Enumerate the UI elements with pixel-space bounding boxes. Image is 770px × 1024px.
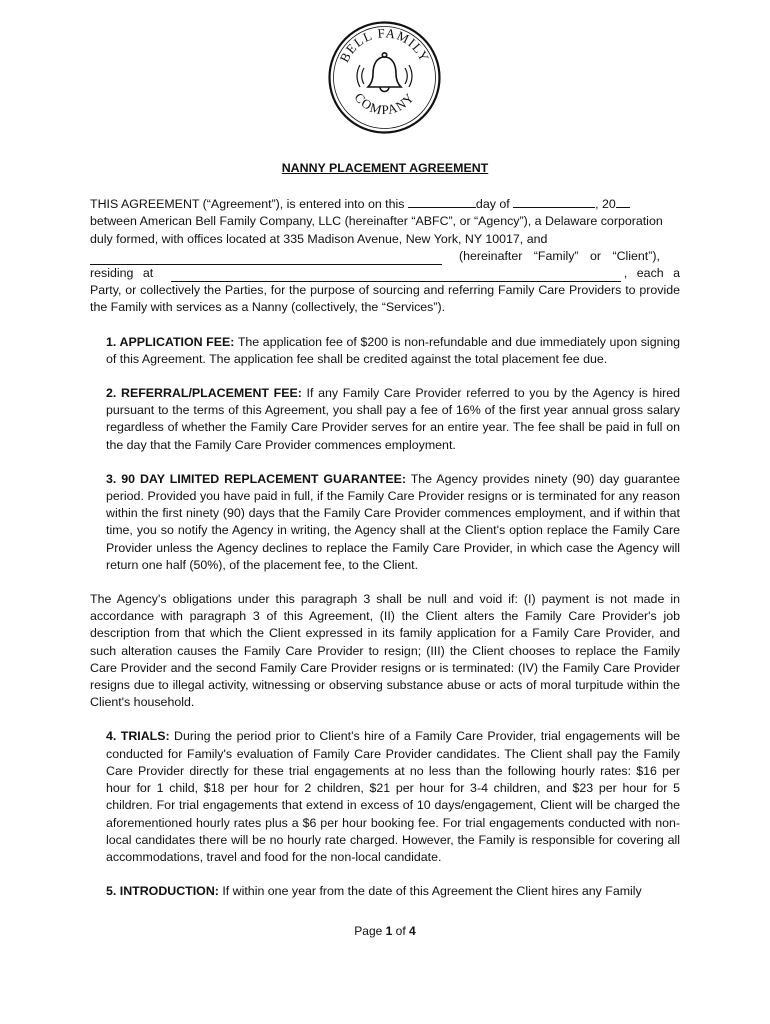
agreement-body xyxy=(90,160,680,917)
section-text: The Agency provides ninety (90) day guarantee period. Provided you have paid in full, if the Family Care Provider resigns or is terminated for any reason within the first ninety (90) days that the Family Care Provider commences employment, and if within that time, you so notify the Agency in writing, the Agency shall at the Client's option replace the Family Care Provider unless the Agency declines to replace the Family Care Provider, in which case the Agency will return one half (50%), of the placement fee, to the Client. xyxy=(106,471,680,572)
intro-text-8: , each a xyxy=(623,266,680,281)
section-text: If any Family Care Provider referred to you by the Agency is hired pursuant to the terms of this Agreement, you shall pay a fee of 16% of the first year annual gross salary regardless of whether the Family Care Provider serves for an entire year. The fee shall be paid in full on the day that the Family Care Provider commences employment. xyxy=(106,386,680,452)
page-word: Page xyxy=(354,924,383,938)
section-heading: 3. 90 DAY LIMITED REPLACEMENT GUARANTEE: xyxy=(106,471,407,486)
section-text: If within one year from the date of this Agreement the Client hires any Family xyxy=(218,884,642,899)
family-name-row xyxy=(90,248,680,265)
section-replacement-guarantee xyxy=(90,471,680,574)
intro-text-4: between American Bell Family Company, LLC (hereinafter “ABFC”, or “Agency”), a Delaware corporation xyxy=(90,214,663,229)
section-heading: 5. INTRODUCTION: xyxy=(106,884,219,899)
svg-text:COMPANY xyxy=(352,90,418,118)
intro-text-1: THIS AGREEMENT (“Agreement”), is entered into on this xyxy=(90,197,405,212)
intro-text-9: Party, or collectively the Parties, for the purpose of sourcing and referring Family Care Providers to provide the Family with services as a Nanny (collectively, the “Services”). xyxy=(90,283,680,315)
svg-text:BELL FAMILY xyxy=(336,25,432,64)
intro-text-3: , 20 xyxy=(595,197,616,212)
logo-bottom-text: COMPANY xyxy=(351,89,418,118)
section-introduction xyxy=(90,883,680,900)
intro-paragraph xyxy=(90,195,680,316)
section-heading: 4. TRIALS: xyxy=(106,729,170,744)
intro-text-7: residing at xyxy=(90,266,154,281)
section-text: The application fee of $200 is non-refundable and due immediately upon signing of this Agreement. The application fee shall be credited against the total placement fee due. xyxy=(106,334,681,366)
family-name-blank[interactable] xyxy=(90,251,442,265)
page-title: NANNY PLACEMENT AGREEMENT xyxy=(281,161,489,175)
bell-family-logo xyxy=(327,20,442,135)
section-heading: 2. REFERRAL/PLACEMENT FEE: xyxy=(106,386,302,401)
section-obligations: The Agency's obligations under this paragraph 3 shall be null and void if: (I) payment is not made in accordance with paragraph 3 of this Agreement, (II) the Client alters the Family Care Provider's job description from that which the Client expressed in its family application for a Family Care Provider, and such alteration causes the Family Care Provider to resign; (III) the Client chooses to replace the Family Care Provider and the second Family Care Provider resigns or is terminated: (IV) the Family Care Provider resigns due to illegal activity, witnessing or observing substance abuse or acts of moral turpitude within the Client's household. xyxy=(90,592,680,710)
section-application-fee xyxy=(90,334,680,368)
section-heading: 1. APPLICATION FEE: xyxy=(106,334,235,349)
residence-row xyxy=(90,265,680,282)
page-number: 1 xyxy=(385,924,393,938)
section-trials xyxy=(90,728,680,866)
of-word: of xyxy=(395,924,406,938)
day-blank[interactable] xyxy=(408,195,476,208)
section-placement-fee xyxy=(90,385,680,454)
intro-text-2: day of xyxy=(475,197,510,212)
section-text: During the period prior to Client's hire of a Family Care Provider, trial engagements will be conducted for Family's evaluation of Family Care Provider candidates. The Client shall pay the Family Care Provider directly for these trial engagements at no less than the following hourly rates: $16 per hour for 1 child, $18 per hour for 2 children, $21 per hour for 3-4 children, and $23 per hour for 5 children. For trial engagements that extend in excess of 10 days/engagement, Client will be charged the aforementioned hourly rates plus a $6 per hour booking fee. For trial engagements conducted with non-local candidates there will be no hourly rate charged. However, the Family is responsible for covering all accommodations, travel and food for the non-local candidate. xyxy=(106,729,680,864)
page-total: 4 xyxy=(409,924,416,938)
year-blank[interactable] xyxy=(616,195,630,208)
bell-icon xyxy=(357,53,412,92)
page-footer xyxy=(0,924,770,938)
month-blank[interactable] xyxy=(513,195,595,208)
intro-text-6: (hereinafter “Family” or “Client”), xyxy=(459,248,660,263)
intro-text-5: duly formed, with offices located at 335 Madison Avenue, New York, NY 10017, and xyxy=(90,231,548,246)
residence-blank[interactable] xyxy=(171,268,621,282)
logo-top-text: BELL FAMILY xyxy=(336,25,433,65)
